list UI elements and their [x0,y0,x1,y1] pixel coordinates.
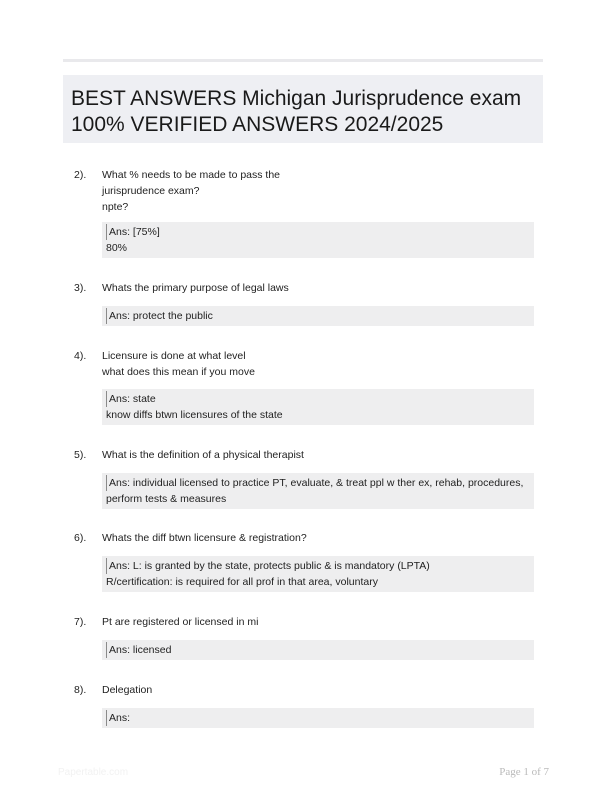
question-line: jurisprudence exam? [102,185,200,197]
question-line: Whats the diff btwn licensure & registration? [102,532,307,544]
answer-line: Ans: state [106,391,528,407]
top-divider [63,59,543,62]
answer-box [102,556,534,592]
footer-watermark: Papertable.com [58,767,129,778]
document-title [63,75,543,143]
answer-line: Ans: L: is granted by the state, protects public & is mandatory (LPTA) [106,558,528,574]
answer-line: R/certification: is required for all prof in that area, voluntary [106,576,378,588]
question-number: 2). [74,169,87,181]
question-text [102,447,532,463]
question-text [102,280,532,296]
question-line: What is the definition of a physical therapist [102,449,304,461]
answer-line: Ans: individual licensed to practice PT, evaluate, & treat ppl w ther ex, rehab, procedures, [106,475,528,491]
question-line: Licensure is done at what level [102,350,246,362]
question-text [102,530,532,546]
page-number: Page 1 of 7 [499,766,549,778]
question-text [102,614,532,630]
question-line: Whats the primary purpose of legal laws [102,282,289,294]
title-line-2: 100% VERIFIED ANSWERS 2024/2025 [71,113,444,136]
question-line: Pt are registered or licensed in mi [102,616,259,628]
answer-line: Ans: [75%] [106,224,528,240]
answer-box [102,473,534,509]
answer-line: know diffs btwn licensures of the state [106,409,283,421]
answer-line: Ans: protect the public [106,308,528,324]
answer-line: Ans: [106,710,528,726]
question-text [102,682,532,698]
answer-box [102,306,534,326]
question-line: what does this mean if you move [102,366,255,378]
question-number: 7). [74,616,87,628]
question-number: 6). [74,532,87,544]
title-line-1: BEST ANSWERS Michigan Jurisprudence exam [71,87,522,110]
answer-line: Ans: licensed [106,642,528,658]
answer-box [102,640,534,660]
answer-box [102,222,534,258]
question-line: npte? [102,201,129,213]
question-line: Delegation [102,684,153,696]
question-line: What % needs to be made to pass the [102,169,281,181]
answer-line: 80% [106,242,128,254]
answer-box [102,708,534,728]
question-text [102,167,532,215]
question-number: 4). [74,350,87,362]
answer-box [102,389,534,425]
question-text [102,348,532,380]
answer-line: perform tests & measures [106,493,227,505]
question-number: 5). [74,449,87,461]
question-number: 8). [74,684,87,696]
question-number: 3). [74,282,87,294]
